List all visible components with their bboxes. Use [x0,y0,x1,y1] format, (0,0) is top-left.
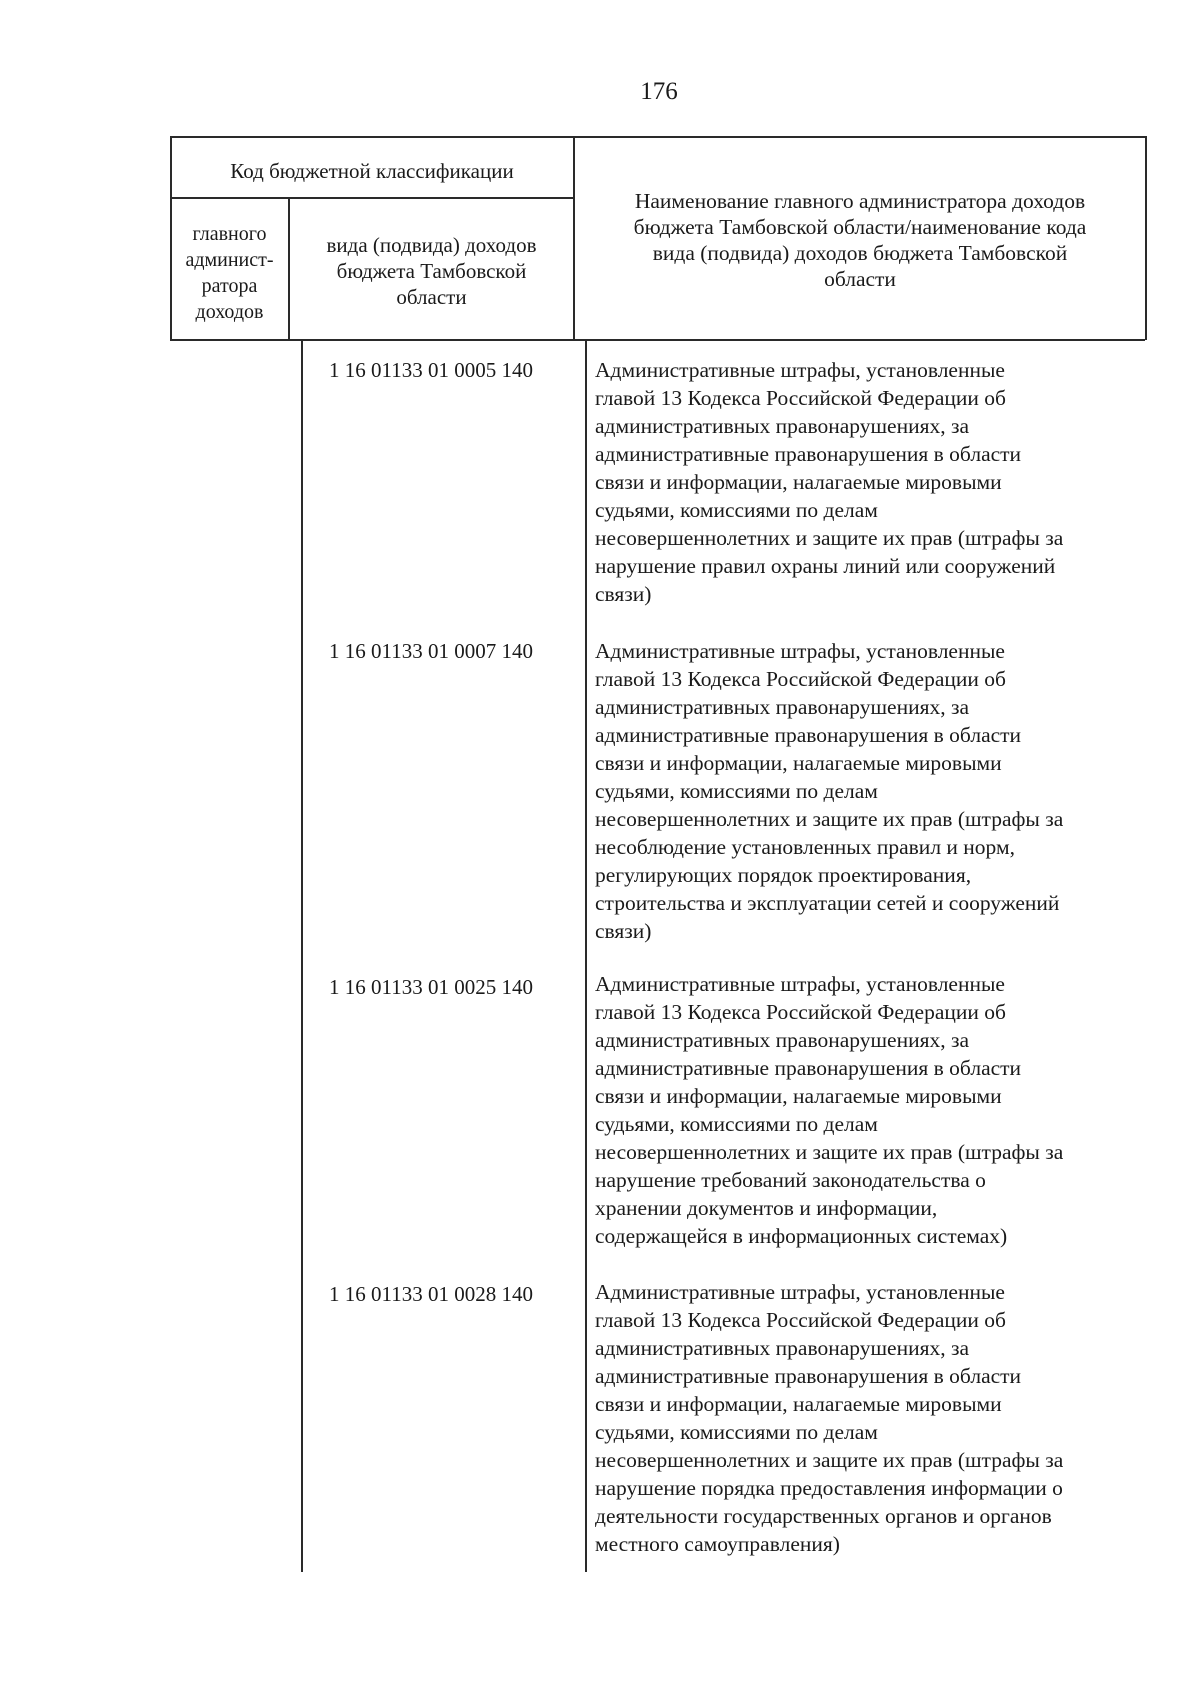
row-description-line: хранении документов и информации, [595,1196,938,1220]
row-code: 1 16 01133 01 0005 140 [329,358,533,382]
row-description-line: административных правонарушениях, за [595,1336,970,1360]
row-description-line: Административные штрафы, установленные [595,1280,1005,1304]
header-col-admin-line: доходов [195,301,264,323]
row-description-line: нарушение порядка предоставления информации о [595,1476,1063,1500]
header-col-admin-line: ратора [201,275,258,297]
row-description-line: Административные штрафы, установленные [595,972,1005,996]
row-description [595,1278,1155,1558]
header-group-label [172,158,572,184]
row-description-line: Административные штрафы, установленные [595,358,1005,382]
row-description-line: связи и информации, налагаемые мировыми [595,751,1002,775]
row-description-line: содержащейся в информационных системах) [595,1224,1008,1248]
header-col-admin-line: админист- [185,249,274,271]
row-description-line: нарушение правил охраны линий или сооружений [595,554,1056,578]
header-group-divider [170,197,573,199]
row-description-line: главой 13 Кодекса Российской Федерации об [595,667,1006,691]
row-description-line: связи и информации, налагаемые мировыми [595,1392,1002,1416]
row-code: 1 16 01133 01 0007 140 [329,639,533,663]
header-col-type-line: области [396,285,467,309]
row-description-line: главой 13 Кодекса Российской Федерации об [595,386,1006,410]
row-description-line: административные правонарушения в области [595,442,1022,466]
row-description-line: административные правонарушения в области [595,1056,1022,1080]
row-description-line: несоблюдение установленных правил и норм, [595,835,1015,859]
row-description-line: регулирующих порядок проектирования, [595,863,972,887]
header-group-label-text: Код бюджетной классификации [230,159,514,183]
row-description-line: связи) [595,582,652,606]
row-description-line: несовершеннолетних и защите их прав (штрафы за [595,807,1064,831]
row-description-line: деятельности государственных органов и органов [595,1504,1052,1528]
header-col-type-line: вида (подвида) доходов [326,233,537,257]
table-right-border [1145,136,1147,340]
row-description-line: связи и информации, налагаемые мировыми [595,1084,1002,1108]
row-description-line: главой 13 Кодекса Российской Федерации об [595,1000,1006,1024]
header-col-type-line: бюджета Тамбовской [336,259,527,283]
row-description [595,637,1155,945]
row-description-line: судьями, комиссиями по делам [595,779,878,803]
row-description-line: связи) [595,919,652,943]
row-description-line: несовершеннолетних и защите их прав (штрафы за [595,1140,1064,1164]
header-col-name-line: области [824,267,896,291]
row-description [595,970,1155,1250]
body-col-divider-admin [301,340,303,1572]
row-description-line: нарушение требований законодательства о [595,1168,986,1192]
header-col-type [290,232,573,310]
header-col-name [575,188,1145,292]
row-code: 1 16 01133 01 0025 140 [329,975,533,999]
row-description-line: местного самоуправления) [595,1532,840,1556]
row-description-line: административных правонарушениях, за [595,695,970,719]
row-description-line: судьями, комиссиями по делам [595,1420,878,1444]
row-description-line: несовершеннолетних и защите их прав (штрафы за [595,1448,1064,1472]
row-description-line: строительства и эксплуатации сетей и сооружений [595,891,1060,915]
header-bottom-border [170,339,1145,341]
header-col-admin-line: главного [192,223,267,245]
row-description-line: главой 13 Кодекса Российской Федерации об [595,1308,1006,1332]
row-description-line: судьями, комиссиями по делам [595,498,878,522]
table-top-border [170,136,1145,138]
row-code: 1 16 01133 01 0028 140 [329,1282,533,1306]
row-description-line: связи и информации, налагаемые мировыми [595,470,1002,494]
header-col-name-line: Наименование главного администратора доходов [634,189,1086,213]
row-description-line: Административные штрафы, установленные [595,639,1005,663]
row-description-line: судьями, комиссиями по делам [595,1112,878,1136]
row-description-line: административных правонарушениях, за [595,414,970,438]
body-col-divider-code [585,340,587,1572]
header-col-name-line: вида (подвида) доходов бюджета Тамбовской [652,241,1068,265]
page-number: 176 [640,78,678,105]
row-description-line: административных правонарушениях, за [595,1028,970,1052]
row-description-line: административные правонарушения в области [595,723,1022,747]
row-description-line: несовершеннолетних и защите их прав (штрафы за [595,526,1064,550]
header-col-name-line: бюджета Тамбовской области/наименование кода [633,215,1087,239]
row-description [595,356,1155,608]
row-description-line: административные правонарушения в области [595,1364,1022,1388]
header-col-admin [171,221,288,325]
